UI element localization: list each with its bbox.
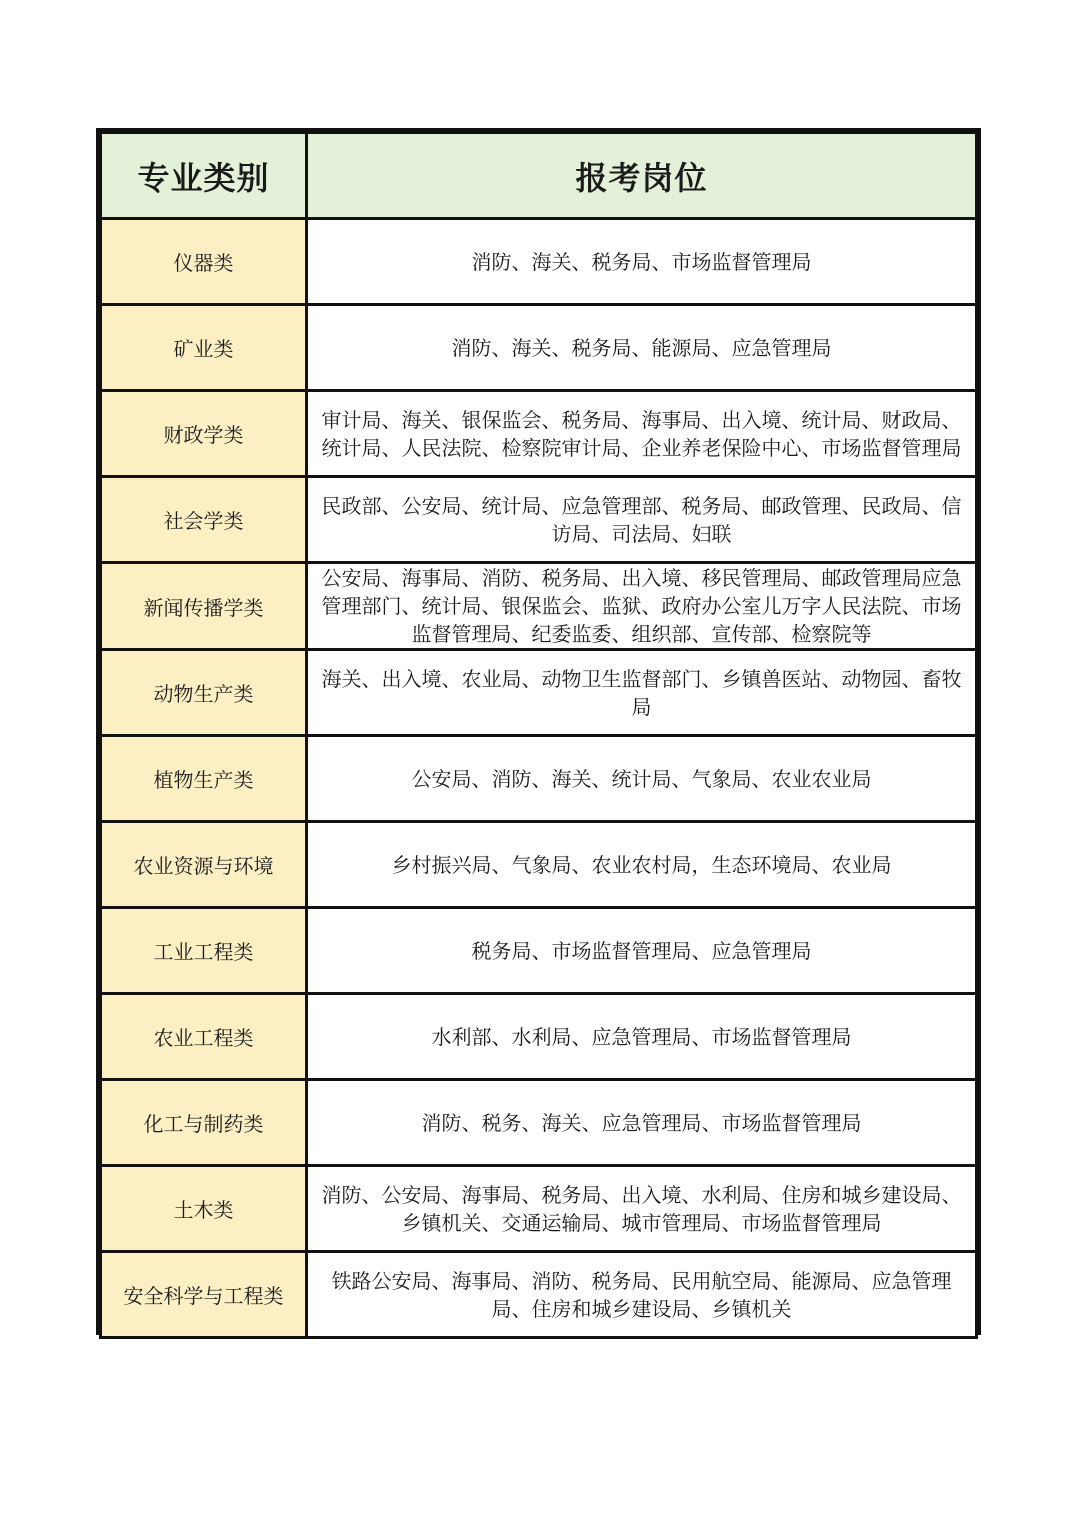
category-cell: 仪器类: [101, 219, 307, 305]
table-row: [101, 1080, 977, 1166]
category-cell: 化工与制药类: [101, 1080, 307, 1166]
major-position-table: [96, 128, 981, 1335]
positions-cell: 公安局、消防、海关、统计局、气象局、农业农业局: [307, 736, 977, 822]
positions-cell: 审计局、海关、银保监会、税务局、海事局、出入境、统计局、财政局、统计局、人民法院、检察院审计局、企业养老保险中心、市场监督管理局: [307, 391, 977, 477]
positions-cell: 消防、海关、税务局、市场监督管理局: [307, 219, 977, 305]
table-row: [101, 650, 977, 736]
header-category: 专业类别: [101, 133, 307, 219]
category-cell: 矿业类: [101, 305, 307, 391]
positions-cell: 铁路公安局、海事局、消防、税务局、民用航空局、能源局、应急管理局、住房和城乡建设局、乡镇机关: [307, 1252, 977, 1338]
table: [99, 131, 978, 1339]
positions-cell: 消防、公安局、海事局、税务局、出入境、水利局、住房和城乡建设局、乡镇机关、交通运输局、城市管理局、市场监督管理局: [307, 1166, 977, 1252]
table-row: [101, 908, 977, 994]
header-row: [101, 133, 977, 219]
table-row: [101, 391, 977, 477]
category-cell: 农业工程类: [101, 994, 307, 1080]
category-cell: 农业资源与环境: [101, 822, 307, 908]
table-row: [101, 1252, 977, 1338]
positions-cell: 消防、海关、税务局、能源局、应急管理局: [307, 305, 977, 391]
positions-cell: 税务局、市场监督管理局、应急管理局: [307, 908, 977, 994]
positions-cell: 海关、出入境、农业局、动物卫生监督部门、乡镇兽医站、动物园、畜牧局: [307, 650, 977, 736]
table-row: [101, 736, 977, 822]
category-cell: 工业工程类: [101, 908, 307, 994]
table-row: [101, 305, 977, 391]
table-row: [101, 219, 977, 305]
positions-cell: 乡村振兴局、气象局、农业农村局，生态环境局、农业局: [307, 822, 977, 908]
positions-cell: 公安局、海事局、消防、税务局、出入境、移民管理局、邮政管理局应急管理部门、统计局、银保监会、监狱、政府办公室儿万字人民法院、市场监督管理局、纪委监委、组织部、宣传部、检察院等: [307, 563, 977, 650]
table-row: [101, 822, 977, 908]
positions-cell: 民政部、公安局、统计局、应急管理部、税务局、邮政管理、民政局、信访局、司法局、妇联: [307, 477, 977, 563]
category-cell: 财政学类: [101, 391, 307, 477]
category-cell: 安全科学与工程类: [101, 1252, 307, 1338]
category-cell: 土木类: [101, 1166, 307, 1252]
category-cell: 社会学类: [101, 477, 307, 563]
category-cell: 新闻传播学类: [101, 563, 307, 650]
table-row: [101, 994, 977, 1080]
category-cell: 植物生产类: [101, 736, 307, 822]
header-positions: 报考岗位: [307, 133, 977, 219]
positions-cell: 水利部、水利局、应急管理局、市场监督管理局: [307, 994, 977, 1080]
category-cell: 动物生产类: [101, 650, 307, 736]
table-row: [101, 1166, 977, 1252]
table-row: [101, 477, 977, 563]
table-row: [101, 563, 977, 650]
positions-cell: 消防、税务、海关、应急管理局、市场监督管理局: [307, 1080, 977, 1166]
